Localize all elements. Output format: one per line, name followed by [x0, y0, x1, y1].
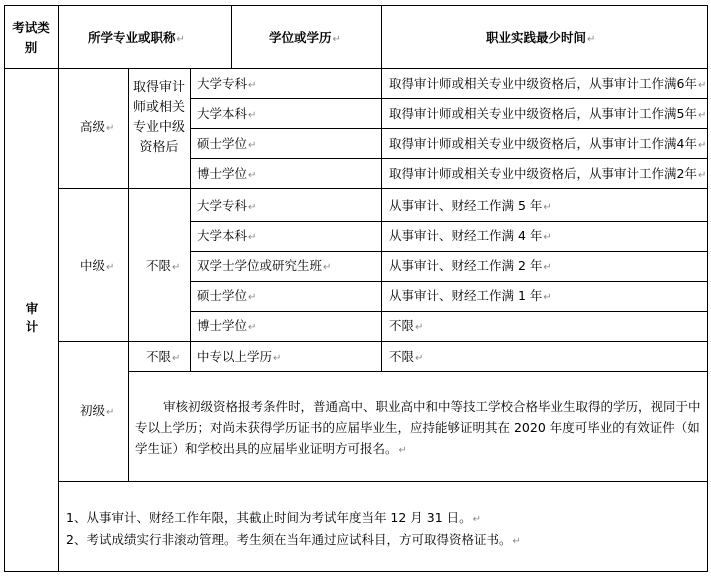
senior-level: 高级↵: [80, 119, 115, 134]
intermediate-time-3: 从事审计、财经工作满 2 年↵: [389, 258, 552, 273]
intermediate-time-5: 不限↵: [389, 318, 424, 333]
header-degree: 学位或学历↵: [269, 30, 341, 45]
footer-note-1: 1、从事审计、财经工作年限，其截止时间为考试年度当年 12 月 31 日。↵: [66, 510, 482, 525]
intermediate-requirement: 不限↵: [146, 258, 181, 273]
intermediate-degree-5: 博士学位↵: [197, 318, 257, 333]
table-border-top: [4, 5, 708, 6]
junior-level: 初级↵: [80, 403, 115, 418]
footer-note-2: 2、考试成绩实行非滚动管理。考生须在当年通过应试科目，方可取得资格证书。↵: [66, 532, 521, 547]
row-divider: [190, 281, 708, 282]
row-divider: [190, 221, 708, 222]
junior-time: 不限↵: [389, 349, 424, 364]
column-divider: [190, 68, 191, 372]
junior-degree: 中专以上学历↵: [197, 349, 282, 364]
intermediate-degree-4: 硕士学位↵: [197, 288, 257, 303]
table-border-right: [707, 5, 708, 572]
senior-time-4: 取得审计师或相关专业中级资格后，从事审计工作满2年↵: [389, 166, 707, 181]
header-time: 职业实践最少时间↵: [486, 30, 596, 45]
column-divider: [381, 68, 382, 372]
row-divider: [190, 98, 708, 99]
intermediate-degree-1: 大学专科↵: [197, 198, 257, 213]
row-divider: [190, 128, 708, 129]
intermediate-degree-2: 大学本科↵: [197, 228, 257, 243]
column-divider: [128, 341, 129, 482]
row-divider: [190, 311, 708, 312]
senior-degree-4: 博士学位↵: [197, 166, 257, 181]
column-divider: [128, 68, 129, 342]
senior-degree-1: 大学专科↵: [197, 76, 257, 91]
header-category: 考试类别: [12, 20, 50, 55]
row-divider: [190, 251, 708, 252]
row-divider: [190, 158, 708, 159]
senior-requirement: 取得审计师或相关专业中级资格后: [133, 80, 186, 155]
junior-note: 审核初级资格报考条件时，普通高中、职业高中和中等技工学校合格毕业生取得的学历，视同于中专以上学历；对尚未获得学历证书的应届毕业生，应持能够证明其在 2020 年度可毕业的有效证件（如学生证）和学校出具的应届毕业证明方可报名。↵: [135, 399, 701, 456]
intermediate-time-2: 从事审计、财经工作满 4 年↵: [389, 228, 552, 243]
header-major: 所学专业或职称↵: [88, 30, 185, 45]
table-border-bottom: [4, 571, 708, 572]
row-divider: [128, 371, 708, 372]
intermediate-level: 中级↵: [80, 258, 115, 273]
junior-requirement: 不限↵: [146, 349, 181, 364]
section-divider: [58, 188, 708, 189]
intermediate-degree-3: 双学士学位或研究生班↵: [197, 258, 332, 273]
footer-top-border: [58, 481, 708, 482]
senior-time-3: 取得审计师或相关专业中级资格后，从事审计工作满4年↵: [389, 136, 707, 151]
senior-time-2: 取得审计师或相关专业中级资格后，从事审计工作满5年↵: [389, 106, 707, 121]
intermediate-time-1: 从事审计、财经工作满 5 年↵: [389, 198, 552, 213]
table-border-left: [4, 5, 5, 572]
intermediate-time-4: 从事审计、财经工作满 1 年↵: [389, 288, 552, 303]
column-divider: [231, 5, 232, 69]
section-divider: [58, 341, 708, 342]
section-audit-label: 审计: [25, 301, 39, 334]
header-bottom-border: [4, 68, 708, 69]
senior-degree-2: 大学本科↵: [197, 106, 257, 121]
senior-time-1: 取得审计师或相关专业中级资格后，从事审计工作满6年↵: [389, 76, 707, 91]
column-divider: [381, 5, 382, 69]
senior-degree-3: 硕士学位↵: [197, 136, 257, 151]
column-divider: [58, 5, 59, 572]
